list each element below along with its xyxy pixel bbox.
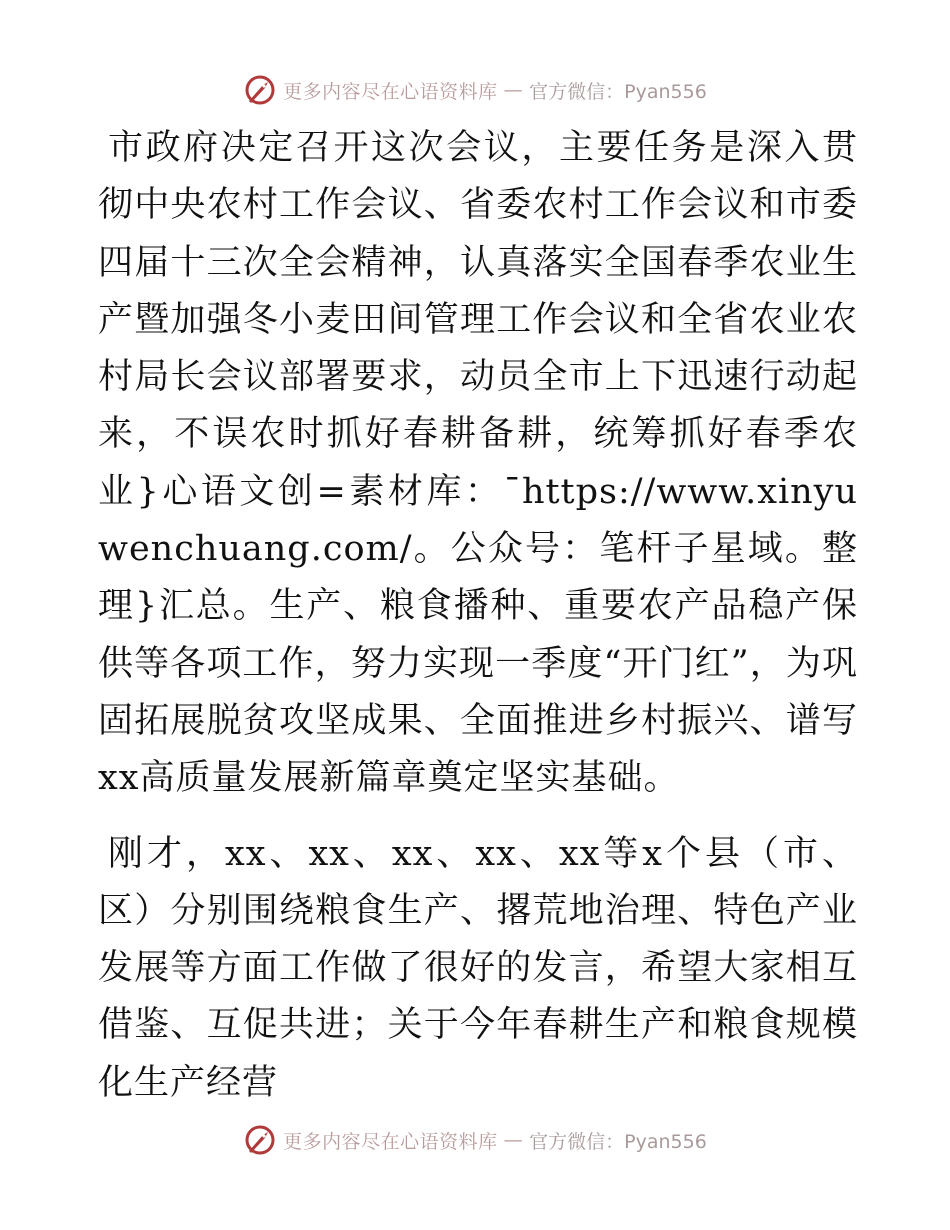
footer-banner (0, 1118, 950, 1162)
banner-brand-text: 更多内容尽在心语资料库 (283, 1130, 498, 1153)
banner-dash: — (503, 79, 524, 101)
banner-dash: — (503, 1129, 524, 1151)
banner-wechat-text: 官方微信：Pyan556 (529, 80, 707, 103)
pen-nib-logo-icon (243, 73, 277, 107)
paragraph-2: 刚才，xx、xx、xx、xx、xx等x个县（市、区）分别围绕粮食生产、撂荒地治理、特色产业发展等方面工作做了很好的发言，希望大家相互借鉴、互促共进；关于今年春耕生产和粮食规模化生产经营 (98, 833, 858, 1103)
document-body (98, 120, 858, 1112)
banner-wechat-text: 官方微信：Pyan556 (529, 1130, 707, 1153)
pen-nib-logo-icon (243, 1123, 277, 1157)
header-banner (0, 68, 950, 112)
paragraph-1: 市政府决定召开这次会议，主要任务是深入贯彻中央农村工作会议、省委农村工作会议和市委四届十三次全会精神，认真落实全国春季农业生产暨加强冬小麦田间管理工作会议和全省农业农村局长会议部署要求，动员全市上下迅速行动起来，不误农时抓好春耕备耕，统筹抓好春季农业}心语文创=素材库：¯https://www.xinyuwenchuang.com/。公众号：笔杆子星域。整理}汇总。生产、粮食播种、重要农产品稳产保供等各项工作，努力实现一季度“开门红”，为巩固拓展脱贫攻坚成果、全面推进乡村振兴、谱写xx高质量发展新篇章奠定坚实基础。 (98, 128, 858, 799)
banner-brand-text: 更多内容尽在心语资料库 (283, 80, 498, 103)
